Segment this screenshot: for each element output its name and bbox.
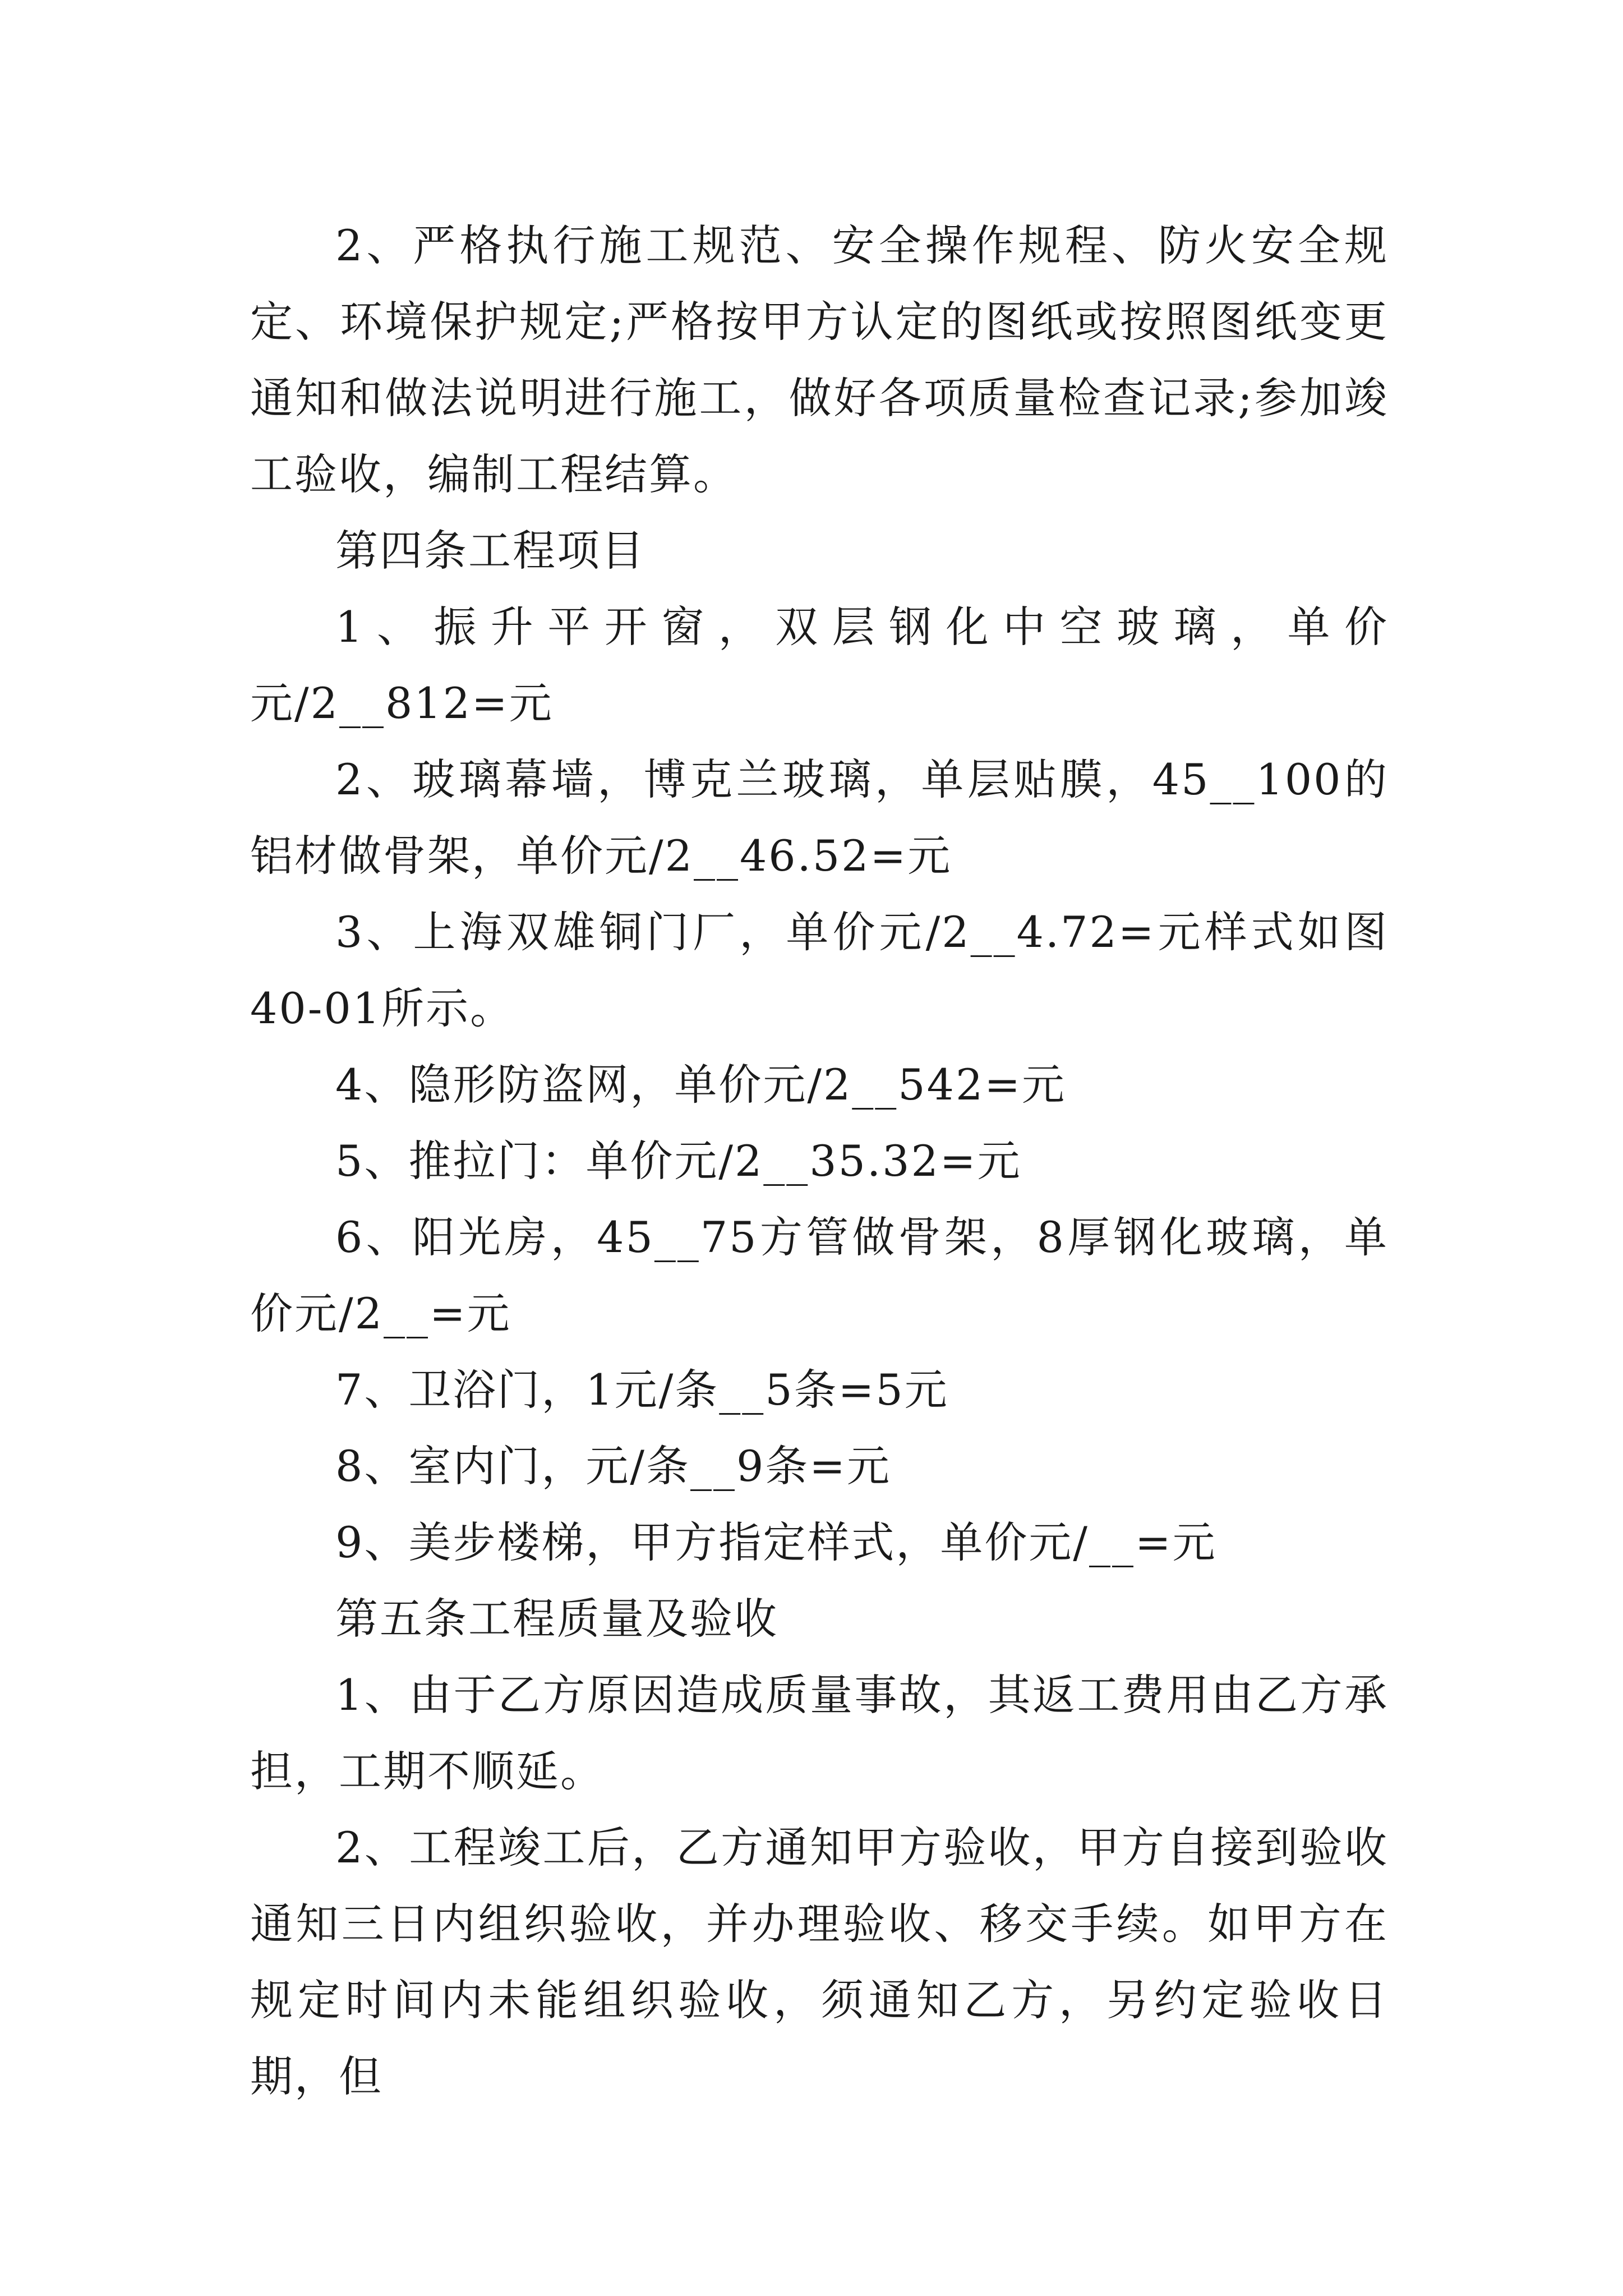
paragraph-construction-obligations: 2、严格执行施工规范、安全操作规程、防火安全规定、环境保护规定;严格按甲方认定的图纸或按照图纸变更通知和做法说明进行施工，做好各项质量检查记录;参加竣工验收，编制工程结算。 (250, 220, 1389, 499)
document-page (250, 208, 1389, 2115)
item-8-interior-door: 8、室内门，元/条__9条=元 (335, 1441, 891, 1491)
item-2-glass-curtain-wall: 2、玻璃幕墙，博克兰玻璃，单层贴膜，45__100的铝材做骨架，单价元/2__46.52=元 (250, 754, 1389, 881)
heading-article-4-project-items: 第四条工程项目 (335, 526, 645, 576)
clause-2-completion-acceptance: 2、工程竣工后，乙方通知甲方验收，甲方自接到验收通知三日内组织验收，并办理验收、移交手续。如甲方在规定时间内未能组织验收，须通知乙方，另约定验收日期，但 (250, 1823, 1389, 2101)
item-3-copper-door: 3、上海双雄铜门厂，单价元/2__4.72=元样式如图40-01所示。 (250, 907, 1389, 1033)
item-4-invisible-security-net: 4、隐形防盗网，单价元/2__542=元 (335, 1060, 1067, 1110)
item-1-casement-window: 1、振升平开窗，双层钢化中空玻璃，单价元/2__812=元 (250, 602, 1389, 728)
item-9-staircase: 9、美步楼梯，甲方指定样式，单价元/__=元 (335, 1517, 1217, 1567)
item-5-sliding-door: 5、推拉门：单价元/2__35.32=元 (335, 1136, 1022, 1186)
clause-1-quality-accident: 1、由于乙方原因造成质量事故，其返工费用由乙方承担，工期不顺延。 (250, 1670, 1389, 1796)
item-6-sunroom: 6、阳光房，45__75方管做骨架，8厚钢化玻璃，单价元/2__=元 (250, 1212, 1389, 1338)
item-7-bathroom-door: 7、卫浴门，1元/条__5条=5元 (335, 1365, 949, 1415)
heading-article-5-quality-acceptance: 第五条工程质量及验收 (335, 1594, 778, 1644)
